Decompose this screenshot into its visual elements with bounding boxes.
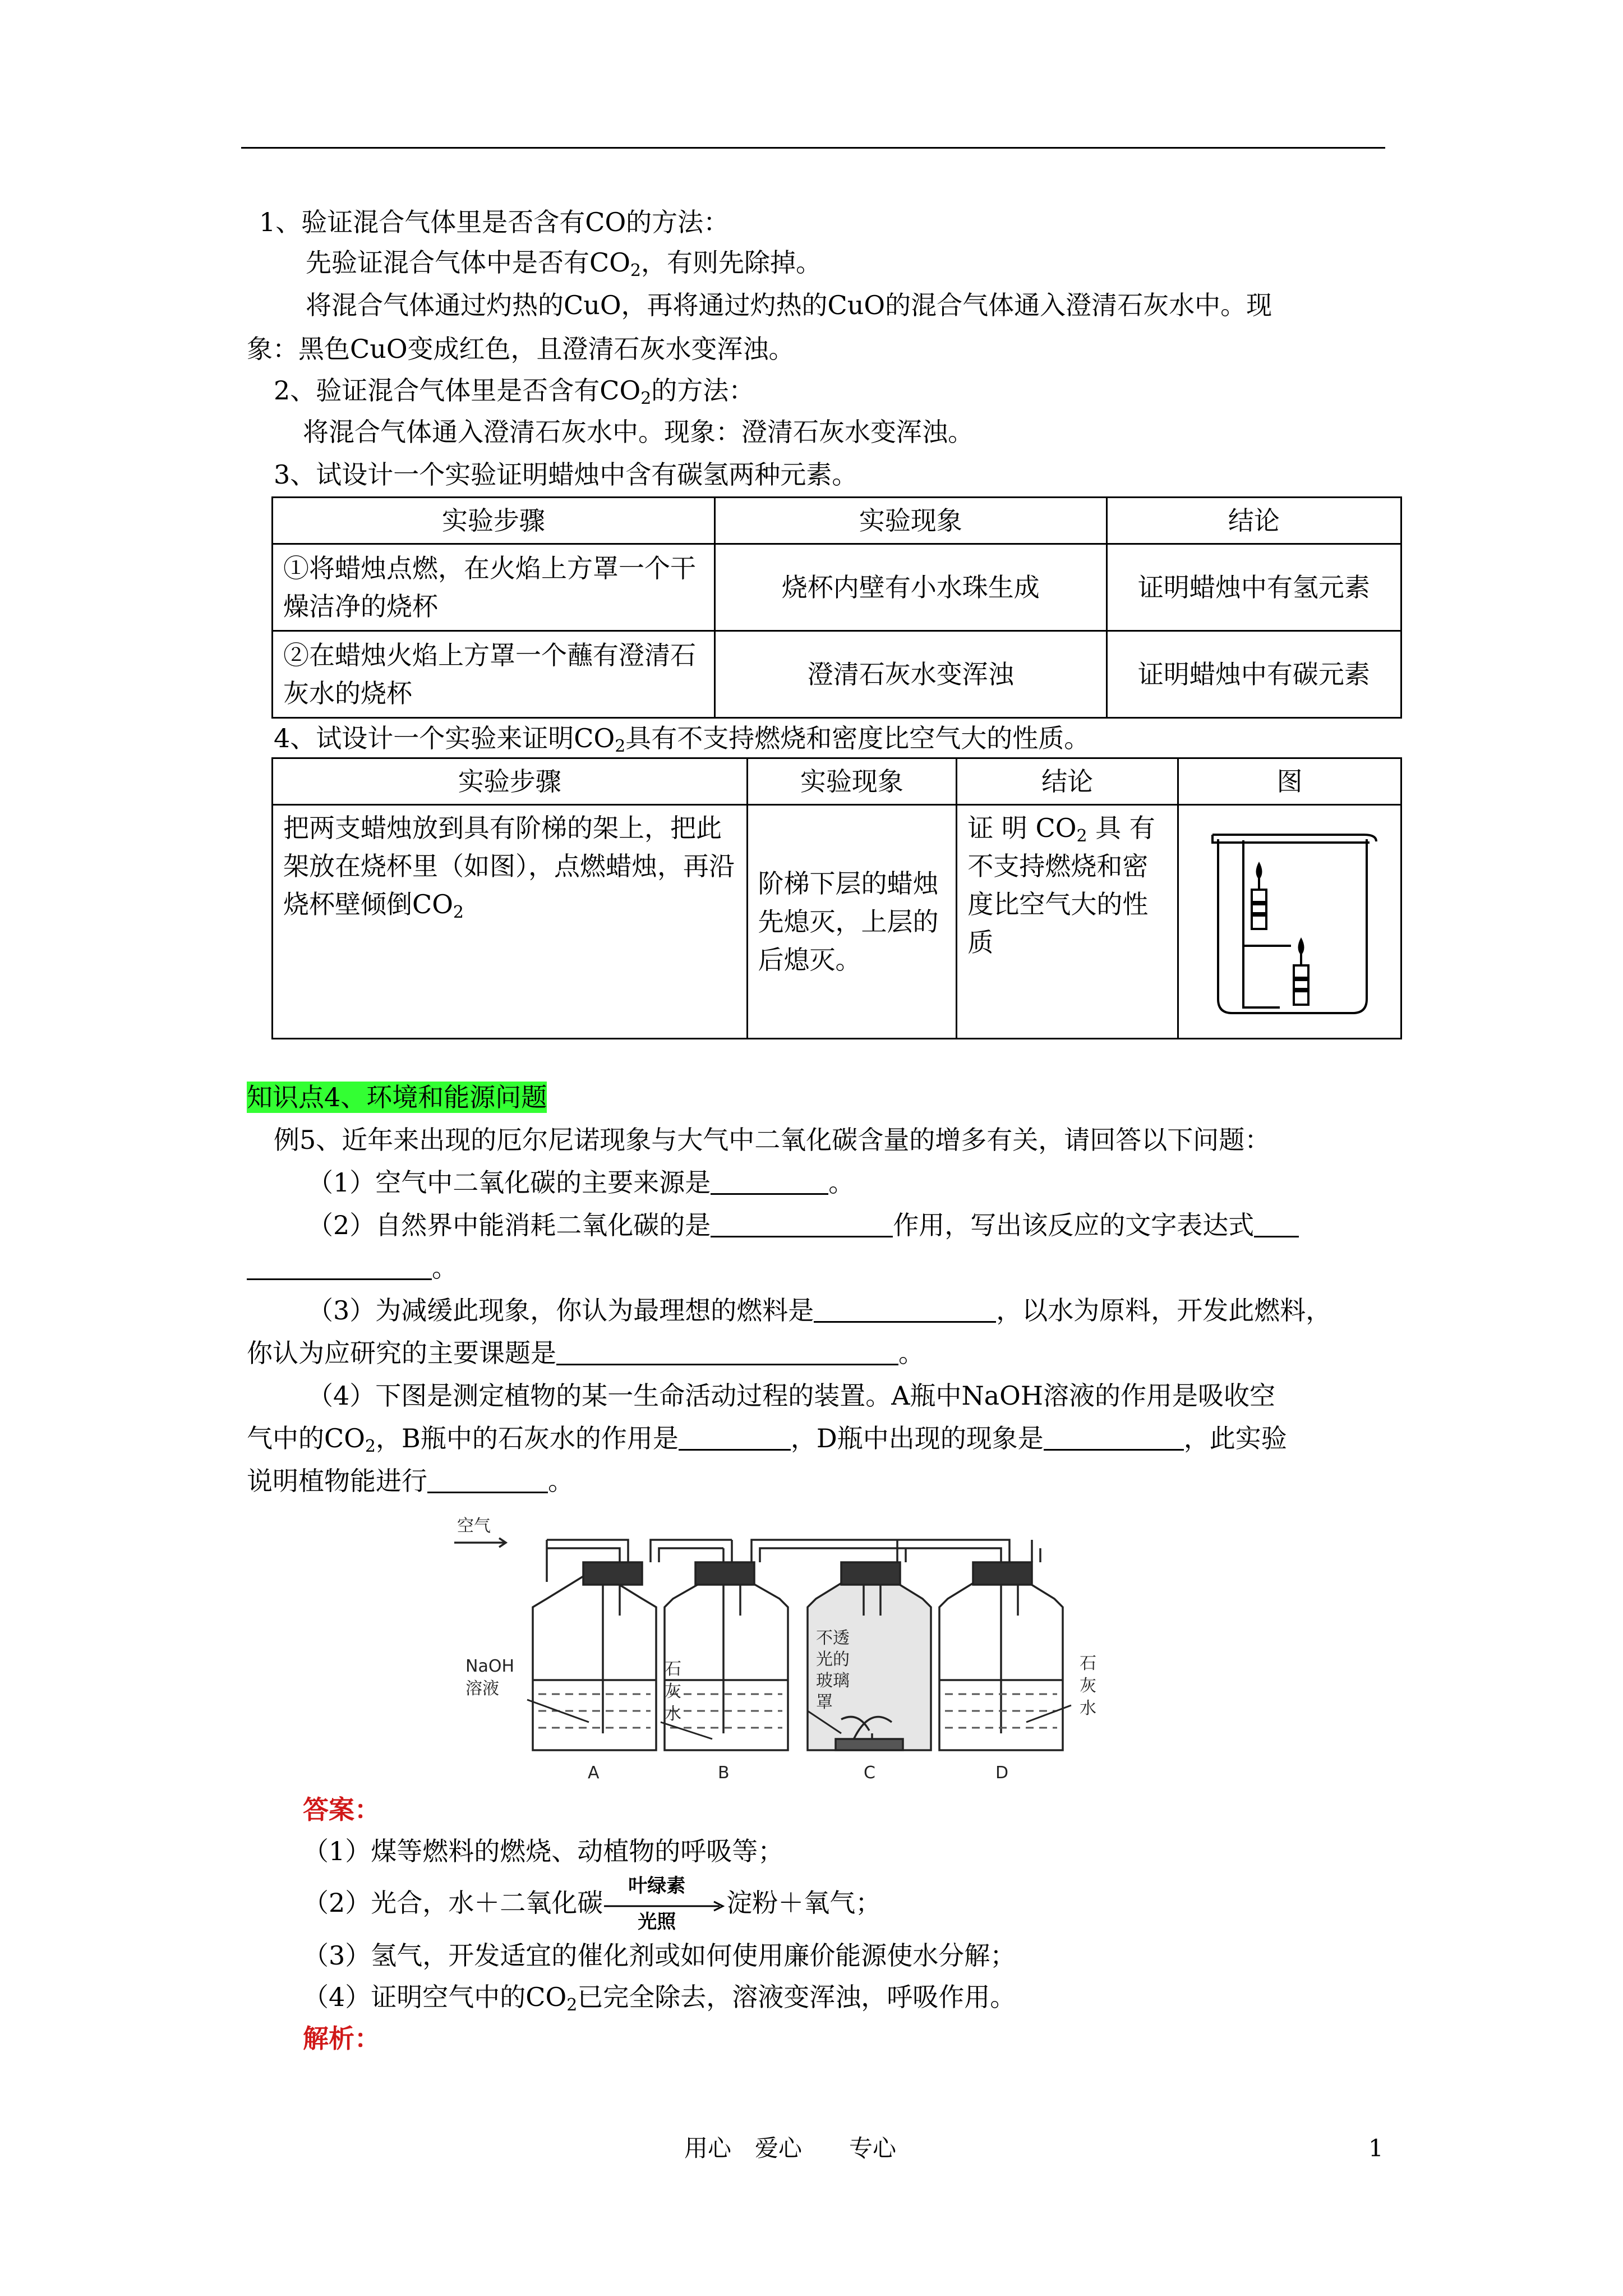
lime-b-label-2: 灰 (665, 1682, 681, 1701)
arrow-bottom-label: 光照 (638, 1911, 676, 1933)
th-step: 实验步骤 (273, 758, 748, 805)
sub-question-3-cont: 你认为应研究的主要课题是 。 (247, 1338, 924, 1368)
answer-blank[interactable] (1044, 1427, 1184, 1451)
table-row (273, 544, 1401, 631)
cell-phenomenon: 阶梯下层的蜡烛先熄灭，上层的后熄灭。 (747, 805, 957, 1039)
th-conclusion: 结论 (957, 758, 1178, 805)
cell-figure (1178, 805, 1401, 1039)
bottle-label-a: A (588, 1763, 600, 1783)
answer-blank[interactable] (556, 1341, 898, 1365)
analysis-label: 解析： (303, 2023, 380, 2054)
cell-step: ①将蜡烛点燃，在火焰上方罩一个干燥洁净的烧杯 (273, 544, 715, 631)
sub-question-4-end: 说明植物能进行 。 (247, 1466, 574, 1496)
sub-question-2: （2）自然界中能消耗二氧化碳的是 作用，写出该反应的文字表达式 (307, 1209, 1299, 1241)
cell-conclusion: 证明蜡烛中有碳元素 (1106, 631, 1401, 718)
naoh-label: NaOH (465, 1657, 514, 1676)
table-row (273, 805, 1401, 1039)
answer-blank[interactable] (427, 1469, 548, 1493)
header-rule (241, 147, 1385, 149)
bottle-label-b: B (718, 1763, 730, 1783)
sub-question-1: （1）空气中二氧化碳的主要来源是 。 (307, 1167, 855, 1198)
answer-2: （2）光合，水＋二氧化碳 叶绿素 光照 淀粉＋氧气； (303, 1875, 882, 1933)
answer-blank[interactable] (679, 1427, 791, 1451)
lime-d-label-1: 石 (1080, 1654, 1096, 1673)
th-phenomenon: 实验现象 (714, 498, 1106, 544)
table-header-row (273, 498, 1401, 544)
reaction-arrow (603, 1875, 726, 1933)
air-label: 空气 (457, 1516, 491, 1536)
opaque-label-3: 玻璃 (816, 1671, 850, 1691)
table-header-row (273, 758, 1401, 805)
q4-title: 4、试设计一个实验来证明$CO_2$具有不支持燃烧和密度比空气大的性质。 (274, 723, 1090, 756)
cell-step: 把两支蜡烛放到具有阶梯的架上，把此架放在烧杯里（如图），点燃蜡烛，再沿烧杯壁倾倒$CO_2$ (273, 805, 748, 1039)
answer-3: （3）氢气，开发适宜的催化剂或如何使用廉价能源使水分解； (303, 1940, 1016, 1971)
lime-d-label-2: 灰 (1080, 1676, 1096, 1696)
th-conclusion: 结论 (1106, 498, 1401, 544)
section-title: 知识点4、环境和能源问题 (247, 1082, 547, 1112)
footer-motto: 用心 爱心 专心 (684, 2134, 897, 2162)
answer-blank[interactable] (1254, 1213, 1299, 1237)
th-step: 实验步骤 (273, 498, 715, 544)
lime-d-label-3: 水 (1080, 1699, 1096, 1718)
q2-line1: 将混合气体通入澄清石灰水中。现象：澄清石灰水变浑浊。 (303, 417, 974, 447)
lime-b-label-1: 石 (665, 1659, 681, 1679)
cell-phenomenon: 澄清石灰水变浑浊 (714, 631, 1106, 718)
example-intro: 例5、近年来出现的厄尔尼诺现象与大气中二氧化碳含量的增多有关，请回答以下问题： (274, 1125, 1271, 1155)
q1-line2: 将混合气体通过灼热的CuO，再将通过灼热的CuO的混合气体通入澄清石灰水中。现 (306, 290, 1272, 320)
table-co2-properties (271, 757, 1402, 1039)
bottle-label-d: D (995, 1763, 1009, 1783)
table-candle-elements (271, 496, 1402, 719)
q1-title: 1、验证混合气体里是否含有CO的方法： (259, 207, 730, 237)
sub-question-2-cont: 。 (247, 1252, 458, 1283)
answer-blank[interactable] (711, 1171, 828, 1195)
sub-question-4-cont: 气中的$CO_2$，B瓶中的石灰水的作用是 ，D瓶中出现的现象是 ，此实验 (247, 1423, 1287, 1456)
cell-conclusion: 证明蜡烛中有氢元素 (1106, 544, 1401, 631)
cell-step: ②在蜡烛火焰上方罩一个蘸有澄清石灰水的烧杯 (273, 631, 715, 718)
answer-label: 答案： (303, 1795, 380, 1825)
th-figure: 图 (1178, 758, 1401, 805)
opaque-label-4: 罩 (816, 1692, 833, 1712)
opaque-label-2: 光的 (816, 1650, 850, 1669)
q3-title: 3、试设计一个实验证明蜡烛中含有碳氢两种元素。 (274, 459, 858, 490)
beaker-candles-diagram (1179, 806, 1400, 1028)
cell-phenomenon: 烧杯内壁有小水珠生成 (714, 544, 1106, 631)
th-phenomenon: 实验现象 (747, 758, 957, 805)
answer-blank[interactable] (711, 1213, 893, 1237)
sub-question-3: （3）为减缓此现象，你认为最理想的燃料是 ，以水为原料，开发此燃料， (307, 1295, 1332, 1326)
cell-conclusion: 证 明 $CO_2$ 具 有不支持燃烧和密度比空气大的性质 (957, 805, 1178, 1039)
sub-question-4: （4）下图是测定植物的某一生命活动过程的装置。A瓶中NaOH溶液的作用是吸收空 (307, 1381, 1275, 1411)
page-number: 1 (1368, 2134, 1384, 2162)
arrow-top-label: 叶绿素 (628, 1875, 686, 1897)
answer-blank[interactable] (814, 1299, 996, 1323)
answer-1: （1）煤等燃料的燃烧、动植物的呼吸等； (303, 1836, 784, 1866)
table-row (273, 631, 1401, 718)
q1-line3: 象：黑色CuO变成红色，且澄清石灰水变浑浊。 (247, 334, 795, 364)
q1-line1: 先验证混合气体中是否有$CO_2$，有则先除掉。 (306, 247, 822, 280)
lime-b-label-3: 水 (665, 1704, 681, 1724)
apparatus-diagram (449, 1509, 1189, 1795)
opaque-label-1: 不透 (816, 1628, 850, 1648)
naoh-label-2: 溶液 (465, 1679, 499, 1699)
answer-blank[interactable] (247, 1256, 432, 1280)
q2-title: 2、验证混合气体里是否含有$CO_2$的方法： (274, 375, 755, 408)
answer-4: （4）证明空气中的$CO_2$已完全除去，溶液变浑浊，呼吸作用。 (303, 1982, 1016, 2015)
bottle-label-c: C (864, 1763, 875, 1783)
